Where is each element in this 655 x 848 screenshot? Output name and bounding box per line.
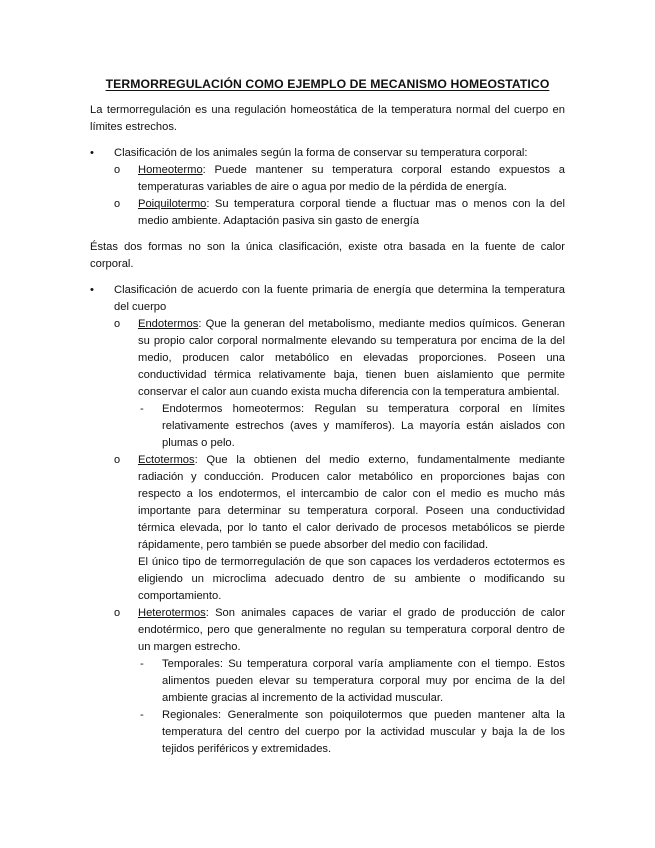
section1-sublist xyxy=(114,162,565,230)
endotermos-homeotermos-text: Endotermos homeotermos: Regulan su temperatura corporal en límites relativamente estrechos (aves y mamíferos). La mayoría están aislados con plumas o pelo. xyxy=(162,403,565,449)
list-item-temporales xyxy=(138,656,565,707)
bullet-icon: • xyxy=(90,284,94,296)
term-endotermos: Endotermos xyxy=(138,318,199,330)
term-homeotermo: Homeotermo xyxy=(138,164,203,176)
definition-heterotermos: : Son animales capaces de variar el grado de producción de calor endotérmico, pero que generalmente no regulan su temperatura corporal dentro de un margen estrecho. xyxy=(138,607,565,653)
circle-bullet-icon: o xyxy=(114,607,121,619)
list-item-endotermos xyxy=(114,316,565,452)
regionales-text: Regionales: Generalmente son poiquilotermos que pueden mantener alta la temperatura del centro del cuerpo por la actividad muscular y baja la de los tejidos periféricos y extremidades. xyxy=(162,709,565,755)
term-ectotermos: Ectotermos xyxy=(138,454,195,466)
bullet-icon: • xyxy=(90,147,94,159)
section1-heading: Clasificación de los animales según la forma de conservar su temperatura corporal: xyxy=(114,147,528,159)
list-item-regionales xyxy=(138,707,565,758)
dash-bullet-icon: - xyxy=(140,709,144,721)
section2-list xyxy=(90,282,565,758)
definition-ectotermos: : Que la obtienen del medio externo, fundamentalmente mediante radiación y conducción. Producen calor metabólico en proporciones bajas con respecto a los endotermos, el intercambio de calor con el medio es mucho más importante para determinar su temperatura corporal. Poseen una conductividad térmica elevada, por lo tanto el calor derivado de procesos metabólicos se pierde rápidamente, pero también se puede absorber del medio con facilidad. xyxy=(138,454,565,551)
endotermos-sublist xyxy=(138,401,565,452)
section2-sublist xyxy=(114,316,565,758)
temporales-text: Temporales: Su temperatura corporal varía ampliamente con el tiempo. Estos alimentos pueden elevar su temperatura corporal muy por encima de la del ambiente gracias al incremento de la actividad muscular. xyxy=(162,658,565,704)
section2-heading: Clasificación de acuerdo con la fuente primaria de energía que determina la temperatura del cuerpo xyxy=(114,284,565,313)
intro-paragraph: La termorregulación es una regulación homeostática de la temperatura normal del cuerpo en límites estrechos. xyxy=(90,104,565,133)
dash-bullet-icon: - xyxy=(140,658,144,670)
section2-item xyxy=(90,282,565,758)
circle-bullet-icon: o xyxy=(114,318,121,330)
section1-item xyxy=(90,145,565,230)
list-item-homeotermo xyxy=(114,162,565,196)
page-title: TERMORREGULACIÓN COMO EJEMPLO DE MECANISMO HOMEOSTATICO xyxy=(105,77,550,91)
circle-bullet-icon: o xyxy=(114,454,121,466)
term-heterotermos: Heterotermos xyxy=(138,607,206,619)
list-item-ectotermos xyxy=(114,452,565,605)
section1-list xyxy=(90,145,565,230)
circle-bullet-icon: o xyxy=(114,198,121,210)
list-item-heterotermos xyxy=(114,605,565,758)
circle-bullet-icon: o xyxy=(114,164,121,176)
definition-homeotermo: : Puede mantener su temperatura corporal estando expuestos a temperaturas variables de aire o agua por medio de la pérdida de energía. xyxy=(138,164,565,193)
definition-poiquilotermo: : Su temperatura corporal tiende a fluctuar mas o menos con la del medio ambiente. Adaptación pasiva sin gasto de energía xyxy=(138,198,565,227)
ectotermos-extra-paragraph: El único tipo de termorregulación de que son capaces los verdaderos ectotermos es eligiendo un microclima adecuado dentro de su ambiente o modificando su comportamiento. xyxy=(138,556,565,602)
middle-paragraph: Éstas dos formas no son la única clasificación, existe otra basada en la fuente de calor corporal. xyxy=(90,241,565,270)
dash-bullet-icon: - xyxy=(140,403,144,415)
term-poiquilotermo: Poiquilotermo xyxy=(138,198,207,210)
list-item-endotermos-homeotermos xyxy=(138,401,565,452)
definition-endotermos: : Que la generan del metabolismo, mediante medios químicos. Generan su propio calor corporal normalmente elevando su temperatura por encima de la del medio, producen calor metabólico en elevadas proporciones. Poseen una conductividad térmica relativamente baja, tienen buen aislamiento que permite conservar el calor aun cuando exista mucha diferencia con la temperatura ambiental. xyxy=(138,318,565,398)
list-item-poiquilotermo xyxy=(114,196,565,230)
heterotermos-sublist xyxy=(138,656,565,758)
